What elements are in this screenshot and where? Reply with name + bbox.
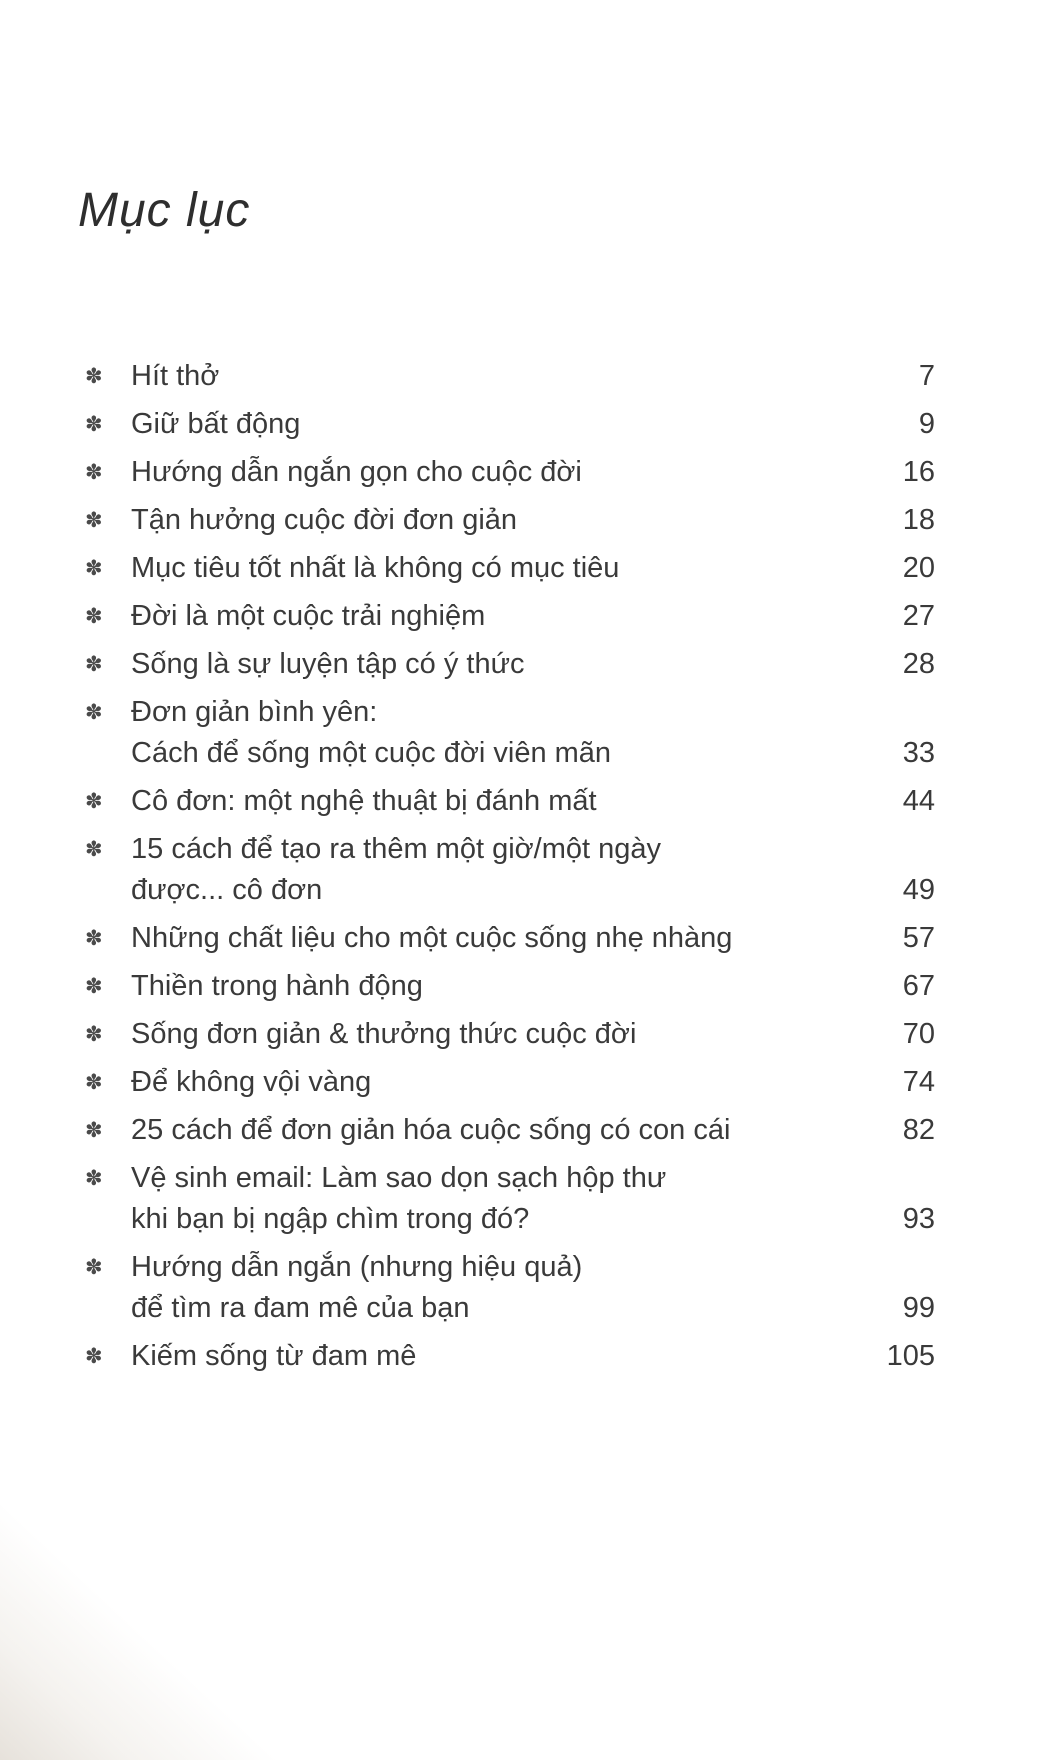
toc-entry <box>85 596 935 637</box>
toc-line: Đời là một cuộc trải nghiệm <box>131 600 486 632</box>
toc-entry <box>85 966 935 1007</box>
toc-entry-title <box>131 692 879 774</box>
toc-line: để tìm ra đam mê của bạn <box>131 1292 470 1324</box>
toc-line: Những chất liệu cho một cuộc sống nhẹ nhàng <box>131 922 733 954</box>
toc-entry-title <box>131 1158 879 1240</box>
toc-entry <box>85 692 935 774</box>
toc-entry-title <box>131 404 879 445</box>
toc-entry-page-number: 105 <box>886 1340 935 1372</box>
toc-line: Tận hưởng cuộc đời đơn giản <box>131 504 518 536</box>
toc-entry-title <box>131 966 879 1007</box>
toc-entry-title <box>131 781 879 822</box>
page-curl-shadow <box>0 1490 290 1760</box>
toc-entry-page-number: 27 <box>902 600 935 632</box>
flower-bullet-icon: ✽ <box>85 557 103 580</box>
flower-bullet-icon: ✽ <box>85 1023 103 1046</box>
toc-line: Kiếm sống từ đam mê <box>131 1340 417 1372</box>
toc-entry <box>85 1336 935 1377</box>
toc-entry-title <box>131 500 879 541</box>
toc-entry-page-number: 82 <box>902 1114 935 1146</box>
toc-line: Sống là sự luyện tập có ý thức <box>131 648 525 680</box>
toc-entry-page-number: 57 <box>902 922 935 954</box>
toc-list <box>85 356 935 1384</box>
toc-entry-title <box>131 356 879 397</box>
toc-line: khi bạn bị ngập chìm trong đó? <box>131 1203 530 1235</box>
flower-bullet-icon: ✽ <box>85 1256 103 1279</box>
toc-entry-title <box>131 548 879 589</box>
flower-bullet-icon: ✽ <box>85 461 103 484</box>
toc-entry <box>85 452 935 493</box>
toc-line: Hướng dẫn ngắn (nhưng hiệu quả) <box>131 1251 583 1283</box>
toc-line: Để không vội vàng <box>131 1066 372 1098</box>
toc-line: Giữ bất động <box>131 408 301 440</box>
toc-entry-page-number: 44 <box>902 785 935 817</box>
toc-entry <box>85 1062 935 1103</box>
toc-entry <box>85 1247 935 1329</box>
flower-bullet-icon: ✽ <box>85 605 103 628</box>
toc-line: Thiền trong hành động <box>131 970 423 1002</box>
toc-line: 25 cách để đơn giản hóa cuộc sống có con cái <box>131 1114 731 1146</box>
toc-entry <box>85 1014 935 1055</box>
flower-bullet-icon: ✽ <box>85 1167 103 1190</box>
toc-entry-page-number: 9 <box>918 408 935 440</box>
toc-entry <box>85 548 935 589</box>
toc-entry <box>85 1110 935 1151</box>
toc-entry-page-number: 28 <box>902 648 935 680</box>
toc-entry-title <box>131 644 879 685</box>
toc-line: 15 cách để tạo ra thêm một giờ/một ngày <box>131 833 662 865</box>
toc-entry-title <box>131 1336 879 1377</box>
flower-bullet-icon: ✽ <box>85 509 103 532</box>
flower-bullet-icon: ✽ <box>85 701 103 724</box>
toc-entry-title <box>131 1247 879 1329</box>
toc-line: Mục tiêu tốt nhất là không có mục tiêu <box>131 552 620 584</box>
toc-entry-page-number: 7 <box>918 360 935 392</box>
toc-entry-page-number: 70 <box>902 1018 935 1050</box>
toc-entry <box>85 1158 935 1240</box>
toc-entry <box>85 918 935 959</box>
toc-line: Đơn giản bình yên: <box>131 696 378 728</box>
toc-entry <box>85 356 935 397</box>
toc-entry-title <box>131 452 879 493</box>
toc-entry-page-number: 67 <box>902 970 935 1002</box>
toc-line: Cách để sống một cuộc đời viên mãn <box>131 737 612 769</box>
toc-entry-page-number: 74 <box>902 1066 935 1098</box>
toc-entry-title <box>131 596 879 637</box>
toc-entry-title <box>131 829 879 911</box>
toc-entry <box>85 829 935 911</box>
toc-entry <box>85 404 935 445</box>
toc-line: Hít thở <box>131 360 220 392</box>
toc-line: Sống đơn giản & thưởng thức cuộc đời <box>131 1018 637 1050</box>
toc-entry <box>85 781 935 822</box>
toc-entry-page-number: 49 <box>902 874 935 906</box>
toc-line: Vệ sinh email: Làm sao dọn sạch hộp thư <box>131 1162 667 1194</box>
toc-entry-page-number: 33 <box>902 737 935 769</box>
toc-entry-page-number: 20 <box>902 552 935 584</box>
flower-bullet-icon: ✽ <box>85 413 103 436</box>
toc-entry-page-number: 18 <box>902 504 935 536</box>
flower-bullet-icon: ✽ <box>85 790 103 813</box>
flower-bullet-icon: ✽ <box>85 1345 103 1368</box>
flower-bullet-icon: ✽ <box>85 653 103 676</box>
toc-entry-page-number: 99 <box>902 1292 935 1324</box>
toc-entry-title <box>131 1110 879 1151</box>
toc-entry-page-number: 93 <box>902 1203 935 1235</box>
flower-bullet-icon: ✽ <box>85 975 103 998</box>
flower-bullet-icon: ✽ <box>85 365 103 388</box>
toc-entry-title <box>131 1014 879 1055</box>
flower-bullet-icon: ✽ <box>85 1119 103 1142</box>
toc-entry-title <box>131 918 879 959</box>
toc-entry-page-number: 16 <box>902 456 935 488</box>
toc-entry <box>85 644 935 685</box>
toc-line: được... cô đơn <box>131 874 323 906</box>
page-title: Mục lục <box>78 184 251 237</box>
toc-line: Hướng dẫn ngắn gọn cho cuộc đời <box>131 456 582 488</box>
flower-bullet-icon: ✽ <box>85 1071 103 1094</box>
flower-bullet-icon: ✽ <box>85 838 103 861</box>
flower-bullet-icon: ✽ <box>85 927 103 950</box>
toc-line: Cô đơn: một nghệ thuật bị đánh mất <box>131 785 597 817</box>
toc-entry-title <box>131 1062 879 1103</box>
toc-entry <box>85 500 935 541</box>
